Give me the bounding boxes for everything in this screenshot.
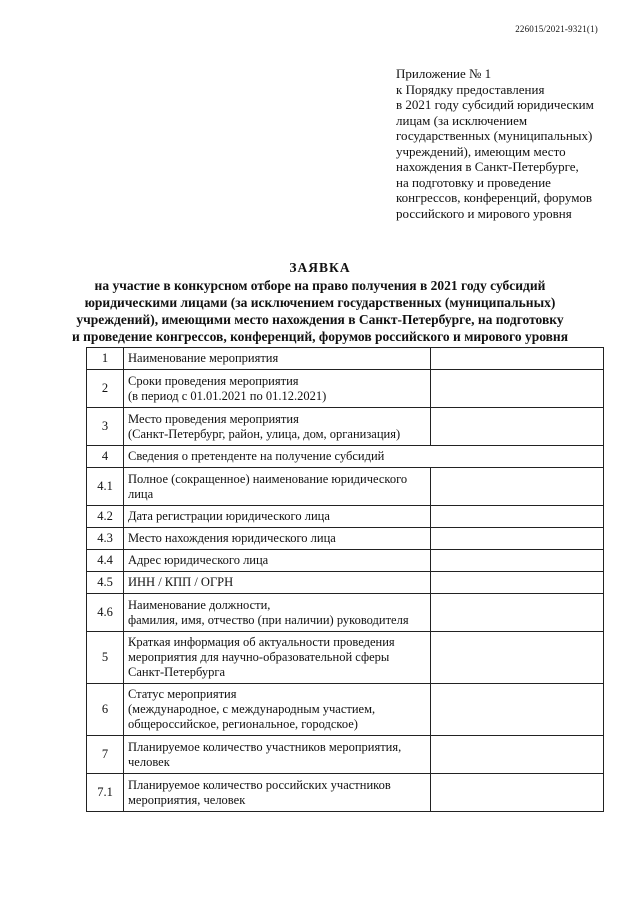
value-cell[interactable] [431,506,604,528]
row-label-line: Адрес юридического лица [128,553,269,567]
subtitle-line: юридическими лицами (за исключением государственных (муниципальных) [84,295,556,310]
row-label-line: Краткая информация об актуальности проведения [128,635,395,649]
row-label [124,632,431,684]
value-cell[interactable] [431,370,604,408]
value-cell[interactable] [431,594,604,632]
row-number: 4.4 [87,550,124,572]
table-row [87,408,604,446]
row-number: 6 [87,684,124,736]
subtitle-line: на участие в конкурсном отборе на право получения в 2021 году субсидий [94,278,546,293]
row-number: 2 [87,370,124,408]
row-number: 4 [87,446,124,468]
row-label-line: Дата регистрации юридического лица [128,509,330,523]
value-cell[interactable] [431,684,604,736]
value-cell[interactable] [431,736,604,774]
appendix-line: на подготовку и проведение [396,174,551,190]
appendix-line: конгрессов, конференций, форумов [396,190,593,205]
row-label [124,528,431,550]
row-label-line: Сроки проведения мероприятия [128,373,299,388]
row-label-line: Место нахождения юридического лица [128,531,336,545]
row-number: 4.1 [87,468,124,506]
document-heading [0,259,640,345]
appendix-line: государственных (муниципальных) [396,128,593,143]
row-label [124,594,431,632]
row-number: 3 [87,408,124,446]
row-label-line: Наименование должности, [128,597,271,612]
row-label [124,506,431,528]
value-cell[interactable] [431,468,604,506]
row-number: 4.3 [87,528,124,550]
row-number: 4.2 [87,506,124,528]
appendix-line: российского и мирового уровня [396,205,572,221]
row-label [124,774,431,812]
table-row [87,348,604,370]
row-label [124,348,431,370]
row-label-line: Статус мероприятия [128,687,237,701]
value-cell[interactable] [431,632,604,684]
table-row [87,736,604,774]
table-row [87,528,604,550]
value-cell[interactable] [431,572,604,594]
value-cell[interactable] [431,348,604,370]
appendix-line: Приложение № 1 [396,66,492,81]
row-number: 7 [87,736,124,774]
row-label-line: (Санкт-Петербург, район, улица, дом, организация) [128,426,401,441]
row-label [124,736,431,774]
row-label-line: Сведения о претенденте на получение субсидий [128,449,385,463]
value-cell[interactable] [431,774,604,812]
table-row [87,774,604,812]
row-label-line: ИНН / КПП / ОГРН [128,575,234,589]
application-form-table [86,347,604,812]
row-label-line: фамилия, имя, отчество (при наличии) руководителя [128,612,409,627]
appendix-line: к Порядку предоставления [396,81,545,97]
row-label-line: Наименование мероприятия [128,351,279,365]
row-label-line: Планируемое количество российских участников [128,777,391,792]
row-label-line: (международное, с международным участием, [128,702,376,716]
appendix-line: учреждений), имеющим место [396,143,566,159]
appendix-line: в 2021 году субсидий юридическим [396,97,594,112]
row-label-line: человек [128,754,170,769]
row-label-line: общероссийское, региональное, городское) [128,717,358,731]
row-label-line: лица [128,486,154,501]
table-row [87,550,604,572]
row-label [124,572,431,594]
row-number: 5 [87,632,124,684]
table-row [87,684,604,736]
subtitle-line: и проведение конгрессов, конференций, форумов российского и мирового уровня [72,329,568,344]
row-label-line: мероприятия, человек [128,792,246,807]
row-label [124,446,604,468]
row-label-line: Полное (сокращенное) наименование юридического [128,471,408,486]
table-row [87,506,604,528]
subtitle-line: учреждений), имеющими место нахождения в Санкт-Петербурге, на подготовку [76,312,564,327]
row-label-line: Планируемое количество участников мероприятия, [128,739,402,754]
value-cell[interactable] [431,408,604,446]
value-cell[interactable] [431,528,604,550]
row-label-line: Санкт-Петербурга [128,665,226,679]
document-title: ЗАЯВКА [289,260,351,275]
appendix-line: лицам (за исключением [396,112,528,128]
row-label [124,550,431,572]
table-row [87,572,604,594]
row-label [124,370,431,408]
row-label-line: (в период с 01.01.2021 по 01.12.2021) [128,388,327,403]
table-row [87,594,604,632]
table-row [87,632,604,684]
value-cell[interactable] [431,550,604,572]
table-row [87,370,604,408]
appendix-line: нахождения в Санкт-Петербурге, [396,159,579,174]
appendix-note [396,66,616,221]
row-number: 7.1 [87,774,124,812]
table-row [87,468,604,506]
row-label [124,468,431,506]
row-number: 1 [87,348,124,370]
document-number: 226015/2021-9321(1) [515,24,598,34]
row-label [124,408,431,446]
row-label [124,684,431,736]
row-label-line: Место проведения мероприятия [128,411,299,426]
table-row [87,446,604,468]
row-number: 4.6 [87,594,124,632]
row-label-line: мероприятия для научно-образовательной сферы [128,650,390,664]
row-number: 4.5 [87,572,124,594]
